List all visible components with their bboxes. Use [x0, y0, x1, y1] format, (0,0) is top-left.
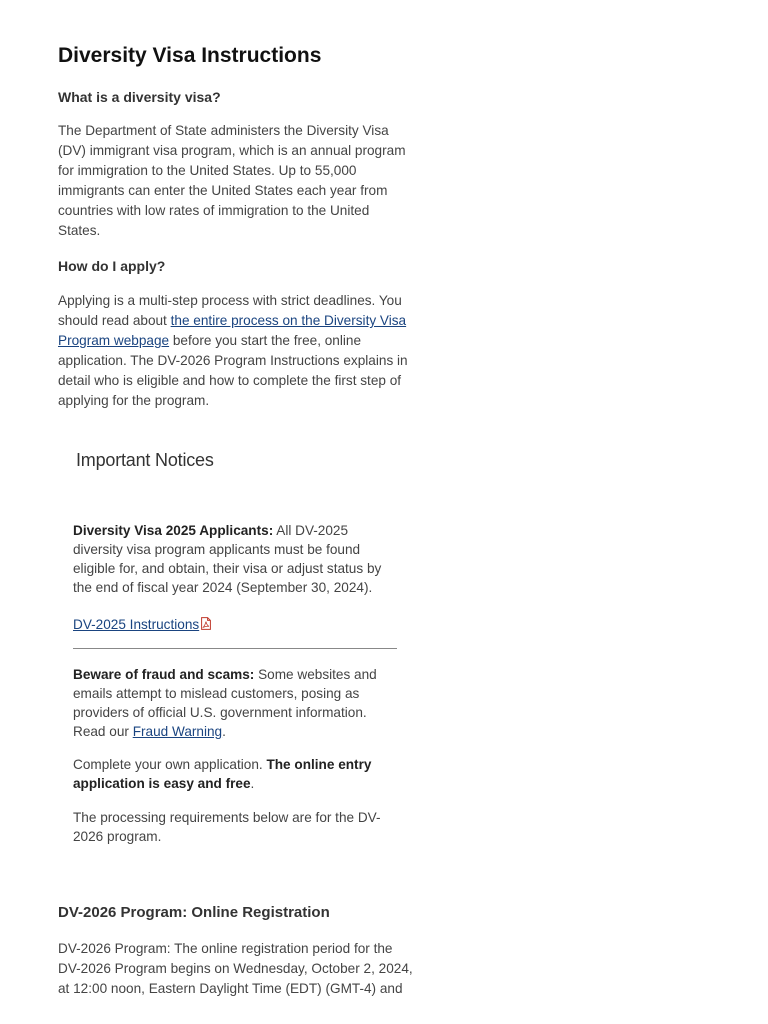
dv2025-notice — [73, 521, 397, 597]
important-notices-title: Important Notices — [76, 450, 214, 470]
fraud-notice — [73, 665, 397, 741]
dv2025-notice-text: All DV-2025 diversity visa program applicants must be found eligible for, and obtain, their visa or adjust status by the end of fiscal year 2024 (September 30, 2024). — [73, 523, 382, 595]
dv2025-instructions-row — [73, 615, 397, 634]
what-is-body: The Department of State administers the Diversity Visa (DV) immigrant visa program, which is an annual program for immigration to the United States. Up to 55,000 immigrants can enter the United States each year from countries with low rates of immigration to the United States. — [58, 123, 406, 238]
how-apply-body — [58, 291, 414, 411]
how-apply-text-after: before you start the free, online application. The DV-2026 Program Instructions explains in detail who is eligible and how to complete the first step of applying for the program. — [58, 333, 408, 408]
dv-program-webpage-link[interactable]: the entire process on the Diversity Visa Program webpage — [58, 313, 407, 348]
how-apply-text-before: Applying is a multi-step process with strict deadlines. You should read about — [58, 293, 402, 328]
registration-body: DV-2026 Program: The online registration period for the DV-2026 Program begins on Wednesday, October 2, 2024, at 12:00 noon, Eastern Daylight Time (EDT) (GMT-4) and — [58, 941, 413, 996]
notice-divider — [73, 648, 397, 649]
page-title: Diversity Visa Instructions — [58, 44, 322, 67]
own-application-text: Complete your own application. — [73, 757, 267, 772]
dv2025-notice-label: Diversity Visa 2025 Applicants: — [73, 523, 274, 538]
what-is-heading: What is a diversity visa? — [58, 89, 221, 105]
own-application-end: . — [250, 776, 255, 791]
own-application-notice — [73, 755, 397, 793]
fraud-warning-link[interactable]: Fraud Warning — [132, 724, 223, 739]
fraud-notice-end: . — [222, 724, 226, 739]
own-application-bold: The online entry application is easy and free — [73, 757, 372, 791]
dv2025-instructions-link[interactable]: DV-2025 Instructions — [73, 617, 200, 632]
fraud-notice-label: Beware of fraud and scams: — [73, 667, 255, 682]
fraud-notice-text: Some websites and emails attempt to mislead customers, posing as providers of official U.S. government information. Read our — [73, 667, 377, 739]
how-apply-heading: How do I apply? — [58, 258, 166, 274]
processing-notice: The processing requirements below are for the DV-2026 program. — [73, 810, 381, 844]
pdf-icon — [201, 617, 211, 630]
registration-heading: DV-2026 Program: Online Registration — [58, 904, 330, 921]
